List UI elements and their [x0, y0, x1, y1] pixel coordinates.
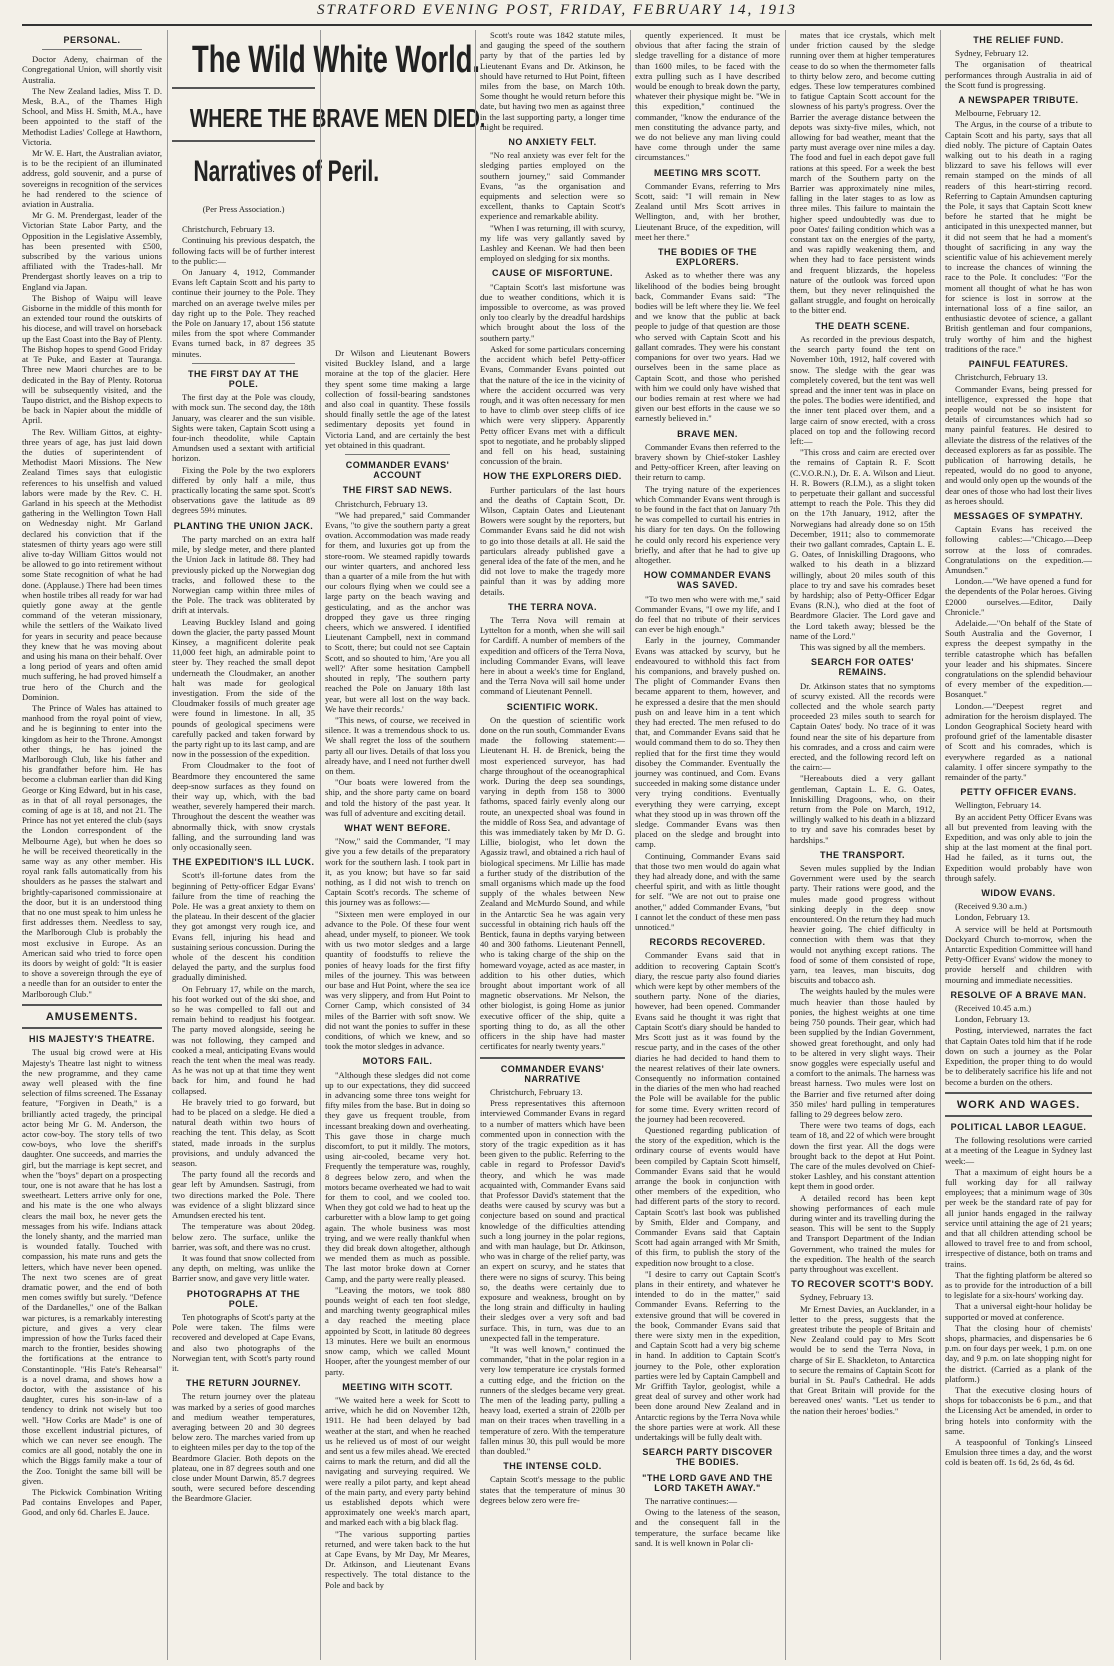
- masthead: STRATFORD EVENING POST, FRIDAY, FEBRUARY 14, 1913: [316, 2, 798, 18]
- paragraph: The first day at the Pole was cloudy, with mock sun. The second day, the 18th January, was clearer and the sun visible. Sights were taken, Captain Scott using a four-inch theodolite, while Captain Amundsen used a sextant with artificial horizon.: [172, 392, 315, 464]
- article-paragraphs: [325, 1395, 470, 1590]
- article-paragraphs: [635, 442, 780, 565]
- subheading: MESSAGES OF SYMPATHY.: [953, 510, 1084, 521]
- subheading: HOW COMMANDER EVANS WAS SAVED.: [643, 570, 772, 591]
- column-rule: [167, 30, 168, 1660]
- subheading: THE BODIES OF THE EXPLORERS.: [657, 247, 757, 268]
- subheading: WIDOW EVANS.: [981, 888, 1056, 899]
- article-paragraphs: [945, 901, 1092, 985]
- subheading: THE RETURN JOURNEY.: [185, 1378, 301, 1389]
- paragraph: "No real anxiety was ever felt for the sledging parties employed on the southern journey," said Commander Evans, "as the organisation and equipments and selection were so excellent, thanks to Captain Scott's experience and remarkable ability.: [480, 150, 625, 222]
- section-heading-personal: PERSONAL.: [63, 35, 121, 45]
- headline-space: [325, 30, 470, 348]
- column-narrative-5: [790, 30, 935, 1660]
- paragraph: "It was well known," continued the commander, "that in the polar region in a very low temperature ice crystals formed a cutting edge, and the friction on the runners of the sledges became very great. The men of the leading party, pulling a heavy load, exerted a strain of 220lb per man on their traces when travelling in a temperature of zero. With the temperature fallen minus 30, this pull would be more than doubled.": [480, 1343, 625, 1457]
- divider: [945, 1092, 1092, 1094]
- article-paragraphs: [635, 1496, 780, 1548]
- paragraph: Mr W. E. Hart, the Australian aviator, is to be the recipient of an illuminated address, gold souvenir, and a purse of sovereigns in recognition of the services he had rendered to the science of aviation in Australia.: [22, 148, 162, 210]
- subheading: POLITICAL LABOR LEAGUE.: [950, 1121, 1087, 1132]
- subheading: SCIENTIFIC WORK.: [506, 701, 599, 712]
- paragraph: He bravely tried to go forward, but had to be placed on a sledge. He died a natural death within two hours of reaching the tent. This delay, as Scott stated, made inroads in the surplus provisions, and unduly advanced the season.: [172, 1096, 315, 1169]
- paragraph: Wellington, February 14.: [955, 800, 1042, 811]
- column-rule: [475, 30, 476, 1660]
- article-paragraphs: [480, 485, 625, 597]
- article-paragraphs: [325, 1070, 470, 1377]
- article-paragraphs: [172, 224, 315, 359]
- paragraph: Commander Evans said that in addition to recovering Captain Scott's diary, the rescue party also found diaries which were kept by other members of the southern party. None of the diaries, however, had been opened. Commander Evans said he thought it was right that Captain Scott's diary should be handed to Mrs Scott just as it was found by the rescue party, and in the cases of the other diaries he had decided to hand them to the nearest relatives of their late owners. Consequently no information contained in the diaries of the men who had reached the Pole will be available for the public for some time. Every written record of the journey had been recovered.: [635, 950, 780, 1124]
- article-paragraphs: [635, 950, 780, 1442]
- paragraph: The temperature was about 20deg. below zero. The surface, unlike the barrier, was soft, and there was no crust.: [172, 1221, 315, 1252]
- paragraph: "Leaving the motors, we took 880 pounds weight of each ten foot sledge, and marching twenty geographical miles a day reached the meeting place appointed by Scott, in latitude 80 degrees 13 minutes. Here we built an enormous snow camp, which we called Mount Hooper, after the youngest member of our party.: [325, 1284, 470, 1377]
- column-narrative-2: [325, 30, 470, 1660]
- subheading: PETTY OFFICER EVANS.: [960, 787, 1077, 798]
- subheading: CAUSE OF MISFORTUNE.: [491, 268, 613, 279]
- paragraph: "I desire to carry out Captain Scott's plans in their entirety, and whatever he intended to do in the matter," said Commander Evans. Referring to the extensive ground that will be covered in the book, Commander Evans said that there were sixty men in the expedition, and Captain Scott had a very big scheme in hand. In addition to Captain Scott's journey to the Pole, other exploration parties were led by Captain Campbell and Mr Griffith Taylor, geologist, while a great deal of survey and other work had been done around New Zealand and in Antarctic regions by the Terra Nova while the shore parties were at work. All these undertakings will be fully dealt with.: [635, 1268, 780, 1443]
- paragraph: Questioned regarding publication of the story of the expedition, which is the ordinary course of events would have been compiled by Captain Scott himself, Commander Evans said that he would arrange the book in conjunction with other members of the expedition, who had different parts of the story to record. Captain Scott's last book was published by Smith, Elder and Company, and Commander Evans said that Captain Scott had again arranged with Mr Smith, of this firm, to publish the story of the expedition now brought to a close.: [635, 1124, 780, 1268]
- divider: [945, 1115, 1092, 1117]
- column-narrative-3: [480, 30, 625, 1660]
- paragraph: Leaving Buckley Island and going down the glacier, the party passed Mount Kinsey, a magnificent dolerite peak 11,000 feet high, an admirable point to steer by. They reached the small depot underneath the Cloudmaker, an another halt was made for geological investigation. From the side of the Cloudmaker fossils of much greater age were found in limestone. In all, 35 pounds of geological specimens were carefully packed and taken forward by the party right up to its last camp, and are now in the possession of the expedition.: [172, 616, 315, 760]
- paragraph: "Although these sledges did not come up to our expectations, they did succeed in advancing some three tons weight for fifty miles from the base. But in doing so they gave us frequent trouble, from incessant breaking down and overheating. This gave those in charge much discomfort, to put it mildly. The motors, using air-cooled, became very hot. Frequently the temperature was, roughly, 8 degrees below zero, and when the motors became overheated we had to wait for them to cool, and we cooled too. When they got cold we had to heat up the carburetter with a blow lamp to get going again. The whole business was most trying, and we were really thankful when they did break down altogether, although we mended them as much as possible. The last motor broke down at Corner Camp, and the party were really pleased.: [325, 1069, 470, 1284]
- subheading: COMMANDER EVANS' ACCOUNT: [345, 460, 450, 481]
- column-rule: [630, 30, 631, 1660]
- subheading: THE RELIEF FUND.: [973, 35, 1064, 45]
- paragraph: Dr. Atkinson states that no symptoms of scurvy existed. All the records were collected and the whole search party proceeded 23 miles south to search for Captain Oates' body. No trace of it was found near the site of his departure from his comrades, and a cross and cairn were erected, and the following record left on the cairn:—: [790, 680, 935, 773]
- paragraph: "This cross and cairn are erected over the remains of Captain R. F. Scott (C.V.O.R.N.), Dr. E. A. Wilson and Lieut. H. R. Bowers (R.I.M.), as a slight token to perpetuate their gallant and successful attempt to reach the Pole. This they did on the 17th January, 1912, after the Norwegians had already done so on 15th December, 1911; also to commemorate their two gallant comrades, Captain L. E. G. Oates, of Inniskilling Dragoons, who walked to his death in a blizzard willingly, about 20 miles south of this place to try and save his comrades beset by hardship; also of Petty-Officer Edgar Evans (R.N.), who died at the foot of Beardmore Glacier. The Lord gave and the Lord taketh away; blessed be the name of the Lord.": [790, 447, 935, 641]
- paragraph: Mr Ernest Davies, an Aucklander, in a letter to the press, suggests that the greatest tribute the people of Britain and New Zealand could pay to Mrs Scott would be to send the Terra Nova, in charge of Sir E. Shackleton, to Antarctica to secure the remains of Captain Scott for burial in St. Paul's Cathedral. He adds that Great Britain will provide for the bereaved ones' wants. "Let us tender to the nation their heroes' bodies.": [790, 1303, 935, 1416]
- divider: [345, 454, 450, 455]
- paragraph: Asked for some particulars concerning the accident which befel Petty-officer Evans, Commander Evans pointed out that the nature of the ice in the vicinity of where the accident occurred was very rough, and it was often necessary for men to have to climb over steep cliffs of ice which were very slippery. Apparently Petty officer Evans met with a difficult spot to negotiate, and he probably slipped and fell on his head, sustaining concussion of the brain.: [480, 343, 625, 467]
- subheading: MEETING MRS SCOTT.: [653, 167, 761, 178]
- paragraph: "Now," said the Commander, "I may give you a few details of the preparatory work for the southern lash. I took part in it, as you know; but have so far said nothing, as I did not wish to trench on Captain Scott's records. The scheme of this journey was as follows:—: [325, 836, 470, 908]
- article-paragraphs: [172, 392, 315, 515]
- paragraph: It was found that snow collected from any depth, on melting, was unlike the Barrier snow, and gave very little water.: [172, 1252, 315, 1284]
- theatre-review: [22, 1047, 162, 1517]
- article-paragraphs: [635, 270, 780, 423]
- paragraph: Press representatives this afternoon interviewed Commander Evans in regard to a number of matters which have been commented upon in connection with the story of the tragic expedition as it has been given to the public. Referring to the cable in regard to Professor David's theory, and which he was made acquainted with, Commander Evans said that Professor David's statement that the deaths were caused by scurvy was but a conjecture based on sound and practical knowledge of the difficulties attending such a long journey in the polar regions, and with man haulage, but Dr. Atkinson, who was in charge of the relief party, was an expert on scurvy, and he states that there were no signs of scurvy. This being so, the deaths were certainly due to exposure and weakness, brought on by the long strain and difficulty in hauling their sledges over a very soft and bad surface. This, in turn, was due to an unexpected fall in the temperature.: [480, 1098, 625, 1343]
- paragraph: As recorded in the previous despatch, the search party found the tent on November 10th, 1912, half covered with snow. The sledge with the gear was completely covered, but the tent was well spread and the inner tent was in place on the poles. The bodies were identified, and the inner tent placed over them, and a large cairn of snow erected, with a cross placed on top and the following record left:—: [790, 333, 935, 446]
- subheading: THE TERRA NOVA.: [507, 601, 597, 612]
- paragraph: Captain Scott's message to the public states that the temperature of minus 30 degrees below zero were fre-: [480, 1474, 625, 1505]
- headline-third: Narratives of Peril.: [193, 155, 380, 188]
- paragraph: "Captain Scott's last misfortune was due to weather conditions, which it is impossible to overcome, as was proved only too clearly by the dreadful hardships which brought about the loss of the southern party.": [480, 281, 625, 343]
- paragraph: On January 4, 1912, Commander Evans left Captain Scott and his party to continue their journey to the Pole. They marched on an average twelve miles per day right up to the Pole. They reached the Pole on January 17, about 156 statute miles from the spot where Commander Evans turned back, in 87 degrees 35 minutes.: [172, 267, 315, 359]
- subheading: THE TRANSPORT.: [819, 849, 905, 860]
- paragraph: From Cloudmaker to the foot of Beardmore they encountered the same deep-snow surfaces as they found on their way up, which, with the bad weather, severely hampered their march. Throughout the descent the weather was abnormally thick, with snow crystals falling, and the surrounding land was only occasionally seen.: [172, 760, 315, 852]
- divider: [172, 87, 315, 89]
- paragraph: Ten photographs of Scott's party at the Pole were taken. The films were recovered and developed at Cape Evans, and also two photographs of the Norwegian tent, with Scott's party round it.: [172, 1311, 315, 1373]
- paragraph: Owing to the lateness of the season, and the consequent fall in the temperature, the surface became like sand. It is well known in Polar cli-: [635, 1507, 780, 1548]
- paragraph: The following resolutions were carried at a meeting of the League in Sydney last week:—: [945, 1135, 1092, 1166]
- article-paragraphs: [480, 1474, 625, 1505]
- article-paragraphs: [945, 372, 1092, 506]
- subheading: THE DEATH SCENE.: [815, 320, 910, 331]
- paragraph: The Rev. William Gittos, at eighty-three years of age, has just laid down the duties of superintendent of Methodist Maori Missions. The New Zealand Times says that eulogistic references to his unselfish and valued labors were made by the Rev. C. H. Garland in his speech at the Methodist gathering in the Wellington Town Hall on Wednesday night. Mr Garland declared his conviction that if the statesmen of thirty years ago were still alive to-day William Gittos would not be allowed to go into retirement without some State recognition of what he had done. (Applause.) There had been times when hostile tribes all ready for war had quietly gone away at the gentle command of the veteran missionary, while the settlers of the Waikato lived for years in security and peace because they knew that he was moving about and using his mana on their behalf. Over a long period of years and often amid much suffering, he had proved himself a true hero of the Church and the Dominion.: [22, 426, 162, 702]
- paragraph: That a maximum of eight hours be a full working day for all railway employees; that a minimum wage of 30s per week be the standard rate of pay for all junior hands engaged in the railway service until attaining the age of 21 years; and that all children attending school be allowed to travel free to and from school, irrespective of distance, both on trams and trains.: [945, 1166, 1092, 1269]
- article-paragraphs: [480, 615, 625, 697]
- column-rule: [320, 30, 321, 1660]
- section-heading-work-wages: WORK AND WAGES.: [956, 1098, 1081, 1111]
- paragraph: That the executive closing hours of shops for tobacconists be 6 p.m., and that the Licensing Act be amended, in order to bring hotels into conformity with the same.: [945, 1384, 1092, 1436]
- paragraph: Sydney, February 13.: [800, 1292, 874, 1303]
- article-paragraphs: [945, 1003, 1092, 1087]
- paragraph: Christchurch, February 13.: [490, 1086, 583, 1097]
- subheading: RECORDS RECOVERED.: [649, 937, 766, 948]
- article-paragraphs: [635, 181, 780, 242]
- article-paragraphs: [325, 348, 470, 450]
- article-paragraphs: [325, 499, 470, 818]
- paragraph: On February 17, while on the march, his foot worked out of the ski shoe, and so he was compelled to fall out and remain behind to readjust his footgear. The party moved alongside, seeing he was not following, they camped and cooked a meal, anticipating Evans would reach the tent when the meal was ready. As he was not up at that time they went back for him, and found he had collapsed.: [172, 983, 315, 1096]
- article-paragraphs: [945, 800, 1092, 883]
- subheading: PHOTOGRAPHS AT THE POLE.: [186, 1288, 301, 1309]
- article-paragraphs: [172, 534, 315, 852]
- column-narrative-4: [635, 30, 780, 1660]
- article-paragraphs: [480, 282, 625, 467]
- article-paragraphs: [325, 836, 470, 1051]
- newspaper-page: [22, 30, 1092, 1660]
- article-paragraphs: [172, 1312, 315, 1373]
- paragraph: By an accident Petty Officer Evans was all but prevented from leaving with the Expedition, and was only able to join the ship at the last moment at the final port. Had he failed, as it turns out, the Expedition would probably have won through safely.: [945, 811, 1092, 883]
- article-paragraphs: [945, 1135, 1092, 1468]
- paragraph: There were two teams of dogs, each team of 18, and 22 of which were brought down the first year. All the dogs were brought back to the depot at Hut Point. The care of the mules devolved on Chief-stoker Lashley, and his constant attention kept them in good order.: [790, 1120, 935, 1192]
- subheading: NO ANXIETY FELT.: [508, 137, 597, 148]
- divider: [22, 1027, 162, 1029]
- section-heading-amusements: AMUSEMENTS.: [45, 1010, 139, 1023]
- paragraph: Scott's ill-fortune dates from the beginning of Petty-officer Edgar Evans' failure from the time of reaching the Pole. He was a great anxiety to them on the plateau. In their descent of the glacier they got amongst very rough ice, and Evans fell, injuring his head and sustaining serious concussion. During the whole of the descent his condition delayed the party, and the surplus food gradually diminished.: [172, 870, 315, 983]
- subheading: MEETING WITH SCOTT.: [342, 1381, 453, 1392]
- subheading: "THE LORD GAVE AND THE LORD TAKETH AWAY.": [642, 1472, 773, 1493]
- paragraph: "This news, of course, we received in silence. It was a tremendous shock to us. We shall regret the loss of the southern party all our lives. Details of that loss you already have, and I need not further dwell on them.: [325, 714, 470, 776]
- paragraph: Melbourne, February 12.: [955, 108, 1041, 119]
- headline-block: [172, 38, 486, 214]
- paragraph: London, February 13.: [955, 1014, 1030, 1025]
- paragraph: That the fighting platform be altered so as to provide for the introduction of a bill to legislate for a six-hours' working day.: [945, 1269, 1092, 1301]
- paragraph: A service will be held at Portsmouth Dockyard Church to-morrow, when the Antarctic Expedition Committee will hand Petty-Officer Evans' widow the money to provide herself and children with mourning and immediate necessities.: [945, 923, 1092, 985]
- paragraph: Sydney, February 12.: [955, 48, 1029, 59]
- paragraph: London.—"Deepest regret and admiration for the heroism displayed. The London Geographical Society heard with profound grief of the lamentable disaster of Scott and his comrades, which is everywhere regarded as a national calamity. I offer sincere sympathy to the remainder of the party.": [945, 700, 1092, 783]
- subheading: RESOLVE OF A BRAVE MAN.: [950, 989, 1087, 1000]
- subheading: THE INTENSE COLD.: [503, 1461, 602, 1472]
- subheading: PAINFUL FEATURES.: [968, 359, 1069, 370]
- paragraph: Captain Evans has received the following cables:—"Chicago.—Deep sorrow at the loss of comrades. Congratulations on the expedition.—Amundsen.": [945, 524, 1092, 575]
- paragraph: The weights hauled by the mules were much heavier than those hauled by ponies, the highest weights at one time being 750 pounds. Their gear, which had been supplied by the Indian Government, showed great forethought, and only had to be altered in very slight ways. Their snow goggles were especially useful and a comfort to the animals. The harness was breast harness. Two mules were lost on the Barrier and five returned after doing 350 miles' hard pulling in temperatures falling to 29 degrees below zero.: [790, 986, 935, 1119]
- paragraph: The Bishop of Waipu will leave Gisborne in the middle of this month for an extended tour round the outskirts of his diocese, and will travel on horseback up the East Coast into the Bay of Plenty. The Bishop hopes to spend Good Friday at Te Puke, and Easter at Tauranga. Three new Maori churches are to be dedicated in the Bay of Plenty. Rotorua will be subsequently visited, and the Taupo district, and the Bishop expects to be back in Napier about the middle of April.: [22, 292, 162, 426]
- paragraph: London.—"We have opened a fund for the dependents of the Polar heroes. Giving £2000 ourselves.—Editor, Daily Chronicle.": [945, 576, 1092, 617]
- paragraph: The usual big crowd were at His Majesty's Theatre last night to witness the new programme, and they came away well pleased with the fine selection of films screened. The Essanay feature, "Forgiven in Death," is a brilliantly acted tragedy, the principal actor being Mr G. M. Anderson, the actor cow-boy. The story tells of two cow-boys, who love the sheriff's daughter. One succeeds, and marries the girl, but the marriage is kept secret, and when the "boys" depart on a prospecting tour, one is not aware that he has lost a sweetheart. Letters arrive only for one, and his mate is the one who always clears the mail box, he never gets the messages from his wife. Indians attack the lonely shanty, and the married man is wounded fatally. Touched with compassion, his mate runs and gets the letters, which have never been opened. The next two scenes are of great dramatic power, and the end of both men comes swiftly but surely. "Defence of the Dardanelles," one of the Balkan war pictures, is a remarkably interesting picture, and gives a very clear impression of how the Turks faced their march to the frontier, besides showing the fortifications at the entrance to Constantinople. "His Fate's Rehearsal" is a novel drama, and shows how a doctor, with the assistance of his daughter, cures his son-in-law of a tendency to drink not wisely but too well. "How Corks are Made" is one of those excellent industrial pictures, of which we can never see enough. The comics are all good, notably the one in which the Biggs family make a tour of the Zoo. Tonight the same bill will be given.: [22, 1047, 162, 1486]
- divider: [22, 1004, 162, 1006]
- paragraph: Continuing, Commander Evans said that those two men would do again what they had already done, and with the same cheerful spirit, and with as little thought for self. "We are not out to praise one another," added Commander Evans, "but I cannot let the conduct of these men pass unnoticed.": [635, 850, 780, 933]
- paragraph: Further particulars of the last hours and the deaths of Captain Scott, Dr. Wilson, Captain Oates and Lieutenant Bowers were sought by the reporters, but Commander Evans said he did not wish to go into those details at all. He said the particulars already published gave a general idea of the fate of the men, and he did not love to make the tragedy more painful than it was by adding more details.: [480, 484, 625, 597]
- paragraph: That a universal eight-hour holiday be supported or moved at conference.: [945, 1301, 1092, 1322]
- paragraph: This was signed by all the members.: [800, 641, 926, 652]
- column-rule: [940, 30, 941, 1660]
- article-paragraphs: [172, 1391, 315, 1503]
- paragraph: Doctor Adeny, chairman of the Congregational Union, will shortly visit Australia.: [22, 54, 162, 85]
- article-paragraphs: [790, 30, 935, 316]
- divider: [192, 363, 295, 364]
- paragraph: On the question of scientific work done on the run south, Commander Evans made the following statement:—Lieutenant H. H. de Brenick, being the most experienced surveyor, has had charge throughout of the oceanographical work. During the deep sea soundings, varying in depth from 158 to 3000 fathoms, spaced fairly evenly along our route, an unexpected shoal was found in the middle of Ross Sea, and advantage of this was immediately taken by Mr D. G. Lillie, biologist, who let down the Agassiz trawl, and obtained a rich haul of biological specimens. Mr Lillie has made a further study of the distribution of the small organisms which made up the food supply of the whales between New Zealand and McMurdo Sound, and while in the Antarctic Sea he was again very successful in obtaining rich hauls off the Bentick, fauna in depths varying between 40 and 300 fathoms. Lieutenant Pennell, who is taking charge of the ship on the homeward voyage, acted as ace master, in addition to his other duties, which brought about important work of all magnetic observations. Mr Nelson, the other biologist, is going Home as junior executive officer of the ship, quite a sporting thing to do, as all the other officers in the ship have had master certificates for nearly twenty years.": [480, 714, 625, 1052]
- subheading: HOW THE EXPLORERS DIED.: [483, 471, 622, 482]
- paragraph: The organisation of theatrical performances through Australia in aid of the Scott fund is progressing.: [945, 59, 1092, 90]
- byline: (Per Press Association.): [202, 204, 285, 214]
- paragraph: "The various supporting parties returned, and were taken back to the hut at Cape Evans, by Mr Day, Mr Meares, Dr. Atkinson, and Lieutenant Evans respectively. The total distance to the Pole and back by: [325, 1528, 470, 1590]
- article-paragraphs: [480, 1087, 625, 1456]
- article-paragraphs: [945, 48, 1092, 90]
- subheading: A NEWSPAPER TRIBUTE.: [958, 95, 1079, 106]
- paragraph: Early in the journey, Commander Evans was attacked by scurvy, but he endeavoured to withhold this fact from his companions, and bravely pushed on. The plight of Commander Evans then became apparent to them, however, and he expressed a desire that the men should push on and leave him in a tent which they had erected. The men refused to do that, and Commander Evans said that he would command them to do so. They then replied that for the first time they would disobey the Commander. Eventually the journey was continued, and Com. Evans succeeded in making some distance under very trying conditions. Eventually everything they were carrying, except what they stood up in was thrown off the sledge. Commander Evans was then placed on the sledge and brought into camp.: [635, 635, 780, 850]
- subheading: THE EXPEDITION'S ILL LUCK.: [172, 857, 315, 868]
- article-paragraphs: [790, 681, 935, 845]
- article-paragraphs: [480, 30, 625, 132]
- paragraph: "Our boats were lowered from the ship, and the shore party came on board and told the history of the past year. It was full of adventure and exciting detail.: [325, 777, 470, 818]
- paragraph: Scott's route was 1842 statute miles, and gauging the speed of the southern party by that of the parties led by Lieutenant Evans and Dr. Atkinson, he should have returned to Hut Point, fifteen miles from the base, on March 10th. Some thought he would return before this date, but having two men as against three in the last supporting party, a longer time might be required.: [480, 30, 625, 132]
- paragraph: Fixing the Pole by the two explorers differed by only half a mile, thus practically locating the same spot. Scott's observations gave the latitude as 89 degrees 59½ minutes.: [172, 464, 315, 516]
- paragraph: Christchurch, February 13.: [335, 498, 428, 509]
- paragraph: The Argus, in the course of a tribute to Captain Scott and his party, says that all died nobly. The picture of Captain Oates walking out to his death in a raging blizzard to save his fellows will ever remain stamped on the minds of all readers of this heart-stirring record. Referring to Captain Amundsen capturing the Pole, it says that Captain Scott knew before he started that he might be anticipated in this unexpected manner, but it did not seem that he had a moment's thought of sacrificing in any way the scientific value of his achievement merely to increase the chances of winning the race to the Pole. It concludes: "For the moment all thought of what he has won for science is lost in sorrow at the international loss of a fine sailor, an enthusiastic devotee of science, a gallant British gentleman and four companions, truly worthy of him and the highest traditions of the race.": [945, 119, 1092, 354]
- paragraph: The Prince of Wales has attained to manhood from the royal point of view, and he is beginning to enter into the kingdom as heir to the Throne. Amongst other things, he has joined the Marlborough Club, like his father and his grandfather before him. He has become a clubman earlier than did King George or King Edward, but in his case, as in that of all royal personages, the coming of age is at 18, and not 21. The Prince has not yet entered the club (says the London correspondent of the Melbourne Age), but when he does so he will be received theoretically in the same way as any other member. His royal rank falls automatically from his shoulders as he passes the stalwart and brightly-caparisoned commissionaire at the door, but it is an understood thing that no one must speak to him unless he first addresses them. Needless to say, the Marlborough Club is probably the most exclusive in Europe. As an American said who tried to force open its doors by weight of gold: "It is easier to shove a sovereign through the eye of a needle than for an outsider to enter the Marlborough Club.": [22, 703, 162, 999]
- article-paragraphs: [172, 870, 315, 1283]
- article-paragraphs: [635, 594, 780, 933]
- paragraph: "When I was returning, ill with scurvy, my life was very gallantly saved by Lashley and Keenan. We had then been employed on sledging for six months.: [480, 222, 625, 264]
- article-paragraphs: [480, 150, 625, 263]
- paragraph: The return journey over the plateau was marked by a series of good marches and medium weather temperatures, averaging between 20 and 30 degrees below zero. The marches varied from up to eighteen miles per day to the top of the Beardmore Glacier. Both depots on the plateau, one in 87 degrees south and one close under Mount Darwin, 85.7 degrees south, were secured before descending the Beardmore Glacier.: [172, 1391, 315, 1504]
- paragraph: "We had prepared," said Commander Evans, "to give the southern party a great ovation. Accommodation was made ready for them, and luxuries got up from the store-room. We steamed rapidly towards our winter quarters, and anchored less than a quarter of a mile from the hut with our colours flying when we could see a large party on the beach waving and gesticulating, and as the anchor was dropped they gave us three ringing cheers, which we answered. I identified Lieutenant Campbell, next in command to Scott, there; but could not see Captain Scott, and so shouted to him, 'Are you all well?' After some hesitation Campbell shouted in reply, 'The southern party reached the Pole on January 18th last year, but were all lost on the way back. We have their records.': [325, 509, 470, 714]
- paragraph: "We waited here a week for Scott to arrive, which he did on November 12th, 1911. He had been delayed by bad weather at the start, and when he reached us he relieved us of most of our weight and sent us a few miles ahead. We erected cairns to mark the return, and did all the navigating and surveying required. We were really a pilot party, and kept ahead of the main party, and every party behind us established depots which were approximately one week's march apart, and marked each with a big black flag.: [325, 1394, 470, 1528]
- paragraph: London, February 13.: [955, 912, 1030, 923]
- article-paragraphs: [790, 863, 935, 1274]
- divider: [172, 140, 315, 142]
- column-rule: [785, 30, 786, 1660]
- paragraph: Mr G. M. Prendergast, leader of the Victorian State Labor Party, and the Opposition in the Legislative Assembly, has been presented with £500, subscribed by the various unions affiliated with the Trades-hall. Mr Prendergast shortly leaves on a trip to England via Japan.: [22, 210, 162, 292]
- article-paragraphs: [790, 1292, 935, 1415]
- subheading: PLANTING THE UNION JACK.: [173, 520, 314, 531]
- divider: [480, 1057, 625, 1059]
- paragraph: "Sixteen men were employed in our advance to the Pole. Of these four went ahead, under myself, to pioneer. We took with us two motor sledges and a large quantity of foodstuffs to relieve the ponies of heavy loads for the first fifty miles of the journey. This was between our base and Hut Point, where the sea ice was very slippery, and from Hut Point to Corner Camp, which consisted of 34 miles of the Barrier with soft snow. We did not want the ponies to suffer in these conditions, of which we knew, and so took the motor sledges in advance.: [325, 908, 470, 1052]
- paragraph: quently experienced. It must be obvious that after facing the strain of sledge travelling for a distance of more than 1600 miles, to be faced with the extra pulling such as I have described would be enough to break down the party, whatever their physique might be. "We in this expedition," continued the commander, "know the endurance of the men constituting the advance party, and we do not believe any man living could have come through under the same circumstances.": [635, 30, 780, 163]
- subheading: THE FIRST SAD NEWS.: [342, 485, 453, 496]
- subheading: WHAT WENT BEFORE.: [344, 822, 451, 833]
- paragraph: (Received 9.30 a.m.): [955, 901, 1027, 912]
- paragraph: The Pickwick Combination Writing Pad contains Envelopes and Paper, Good, and only 6d. Charles E. Jauce.: [22, 1487, 162, 1518]
- paragraph: Commander Evans, being pressed for intelligence, expressed the hope that people would not be so insistent for details of circumstances which had so many painful features. He desired to alleviate the distress of the relatives of the deceased explorers as far as possible. The publication of harrowing details, he repeated, would do no good to anyone, and would only open up the wounds of the dear ones of those who had lost their lives as heroes should.: [945, 383, 1092, 506]
- column-news-briefs: [945, 30, 1092, 1660]
- paragraph: Adelaide.—"On behalf of the State of South Australia and the Governor, I express the deepest sympathy in the terrible catastrophe which has befallen your leader and his shipmates. Sincere congratulations on the splendid behaviour of every member of the expedition.—Bosanquet.": [945, 617, 1092, 700]
- paragraph: A teaspoonful of Tonking's Linseed Emulsion three times a day, and the worst cold is beaten off. 1s 6d, 2s 6d, 4s 6d.: [945, 1437, 1092, 1468]
- paragraph: Posting, interviewed, narrates the fact that Captain Oates told him that if he rode down on such a journey as the Polar Expedition, the proper thing to do would be to deliberately sacrifice his life and not become a burden on the others.: [945, 1025, 1092, 1087]
- paragraph: The narrative continues:—: [645, 1496, 738, 1507]
- masthead-rule: [22, 24, 1092, 26]
- paragraph: Continuing his previous despatch, the following facts will be of further interest to the public:—: [172, 235, 315, 266]
- paragraph: Dr Wilson and Lieutenant Bowers visited Buckley Island, and a large moraine at the top of the glacier. Here they spent some time making a large collection of fossil-bearing sandstones and also coal in quantity. These fossils should finally settle the age of the latest sedimentary deposits yet found in Victoria Land, and are certainly the best yet obtained in this quadrant.: [325, 348, 470, 450]
- paragraph: Christchurch, February 13.: [955, 372, 1048, 383]
- article-paragraphs: [635, 30, 780, 163]
- paragraph: Seven mules supplied by the Indian Government were used by the search party. Their rations were good, and the mules made good progress without sinking deeply in the deep snow encountered. On the return they had much heavier going. The chief difficulty in connection with them was that they would not anything except rations. The food of some of them consisted of rope, yarn, tea leaves, man biscuits, dog biscuits and tobacco ash.: [790, 863, 935, 986]
- paragraph: Commander Evans then referred to the bravery shown by Chief-stoker Lashley and Petty-officer Kreen, after leaving on their return to camp.: [635, 441, 780, 483]
- paragraph: The trying nature of the experiences which Commander Evans went through is to be found in the fact that on January 7th he was compelled to curtail his entries in his diary for ten days. On the following he could only record his experience very briefly, and after that he had to give up altogether.: [635, 483, 780, 565]
- paragraph: The party marched on an extra half mile, by sledge meter, and there planted the Union Jack in latitude 88. They had previously picked up the Norwegian dog tracks, and followed these to the Norwegian camp within three miles of the Pole. The track was obliterated by drift at intervals.: [172, 533, 315, 616]
- paragraph: mates that ice crystals, which melt under friction caused by the sledge running over them at higher temperatures cease to do so when the thermometer falls to thirty below zero, and become cutting edges. These low temperatures combined to fatigue Captain Scott account for the slowness of his party's progress. Over the Barrier the average distance between the depots was sixty-five miles, which, not allowing for bad weather, meant that the party must average over nine miles a day. The food and fuel in each depot gave full rations at this speed. For a week the best march of the Southern party on the Barrier was approximately nine miles, falling in the later stages to as low as three miles. This failure to maintain the higher speed undoubtedly was due to poor Oates' failing condition which was a constant tax on the energies of the party, and was rapidly weakening them, and when they had to face persistent winds and frequent blizzards, the hopeless nature of the outlook was forced upon them, but they never relinquished the gallant struggle, and fought on heroically to the bitter end.: [790, 30, 935, 316]
- article-paragraphs: [790, 334, 935, 652]
- paragraph: Asked as to whether there was any likelihood of the bodies being brought back, Commander Evans said: "The bodies will be left where they lie. We feel and we know that the public at back people to judge of that question are those who served with Captain Scott and his gallant comrades. They were his constant companions for over two years. Had we ourselves been in the same place as Captain Scott, and those who perished with him we could only have wished that our bodies remain at rest where we had given our best efforts in the cause we so earnestly believed in.": [635, 270, 780, 424]
- subheading: TO RECOVER SCOTT'S BODY.: [791, 1279, 934, 1290]
- subheading: MOTORS FAIL.: [362, 1056, 433, 1067]
- article-paragraphs: [945, 108, 1092, 354]
- article-paragraphs: [945, 524, 1092, 782]
- subheading: SEARCH FOR OATES' REMAINS.: [811, 657, 914, 678]
- subheading: SEARCH PARTY DISCOVER THE BODIES.: [642, 1447, 773, 1468]
- paragraph: Commander Evans, referring to Mrs Scott, said: "I will remain in New Zealand until Mrs Scott arrives in Wellington, and, with her brother, Lieutenant Bruce, of the expedition, will meet her there.": [635, 180, 780, 242]
- paragraph: Christchurch, February 13.: [182, 224, 275, 235]
- section-heading-theatre: HIS MAJESTY'S THEATRE.: [29, 1034, 155, 1045]
- subheading: COMMANDER EVANS' NARRATIVE: [500, 1063, 605, 1084]
- paragraph: The party found all the records and gear left by Amundsen. Sastrugi, from two directions marked the Pole. There was evidence of a slight blizzard since Amundsen erected his tent.: [172, 1169, 315, 1221]
- paragraph: (Received 10.45 a.m.): [955, 1003, 1032, 1014]
- headline-sub: WHERE THE BRAVE MEN DIED.: [189, 103, 486, 133]
- paragraph: A detailed record has been kept showing performances of each mule during winter and its travelling during the season. This will be sent to the Supply and Transport Department of the Indian Government, who trained the mules for the expedition. The health of the search party throughout was excellent.: [790, 1192, 935, 1274]
- headline-main: The Wild White World.: [192, 39, 481, 81]
- paragraph: The New Zealand ladies, Miss T. D. Mesk, B.A., of the Thames High School, and Miss H. Smith, M.A., have been appointed to the staff of the Methodist Ladies' College at Hawthorn, Victoria.: [22, 85, 162, 147]
- article-paragraphs: [480, 715, 625, 1052]
- paragraph: That the closing hour of chemists' shops, pharmacies, and dispensaries be 6 p.m. on four days per week, 1 p.m. on one day, and 9 p.m. on late shopping night for the district. (Carried as a plank of the platform.): [945, 1322, 1092, 1384]
- divider: [42, 49, 142, 50]
- paragraph: "To two men who were with me," said Commander Evans, "I owe my life, and I do feel that no tribute of their services can ever be high enough.": [635, 593, 780, 635]
- paragraph: "Hereabouts died a very gallant gentleman, Captain L. E. G. Oates, Inniskilling Dragoons, who, on their return from the Pole on March, 1912, willingly walked to his death in a blizzard to try and save his comrades beset by hardships.": [790, 773, 935, 845]
- subheading: BRAVE MEN.: [677, 428, 738, 439]
- personal-items: [22, 54, 162, 999]
- column-personal-amusements: [22, 30, 162, 1660]
- paragraph: The Terra Nova will remain at Lyttelton for a month, when she will sail for Cardiff. A number of members of the expedition and officers of the Terra Nova, including Commander Evans, will leave here in about a week's time for England, and the Terra Nova will sail home under command of Lieutenant Pennell.: [480, 614, 625, 697]
- subheading: THE FIRST DAY AT THE POLE.: [187, 368, 299, 390]
